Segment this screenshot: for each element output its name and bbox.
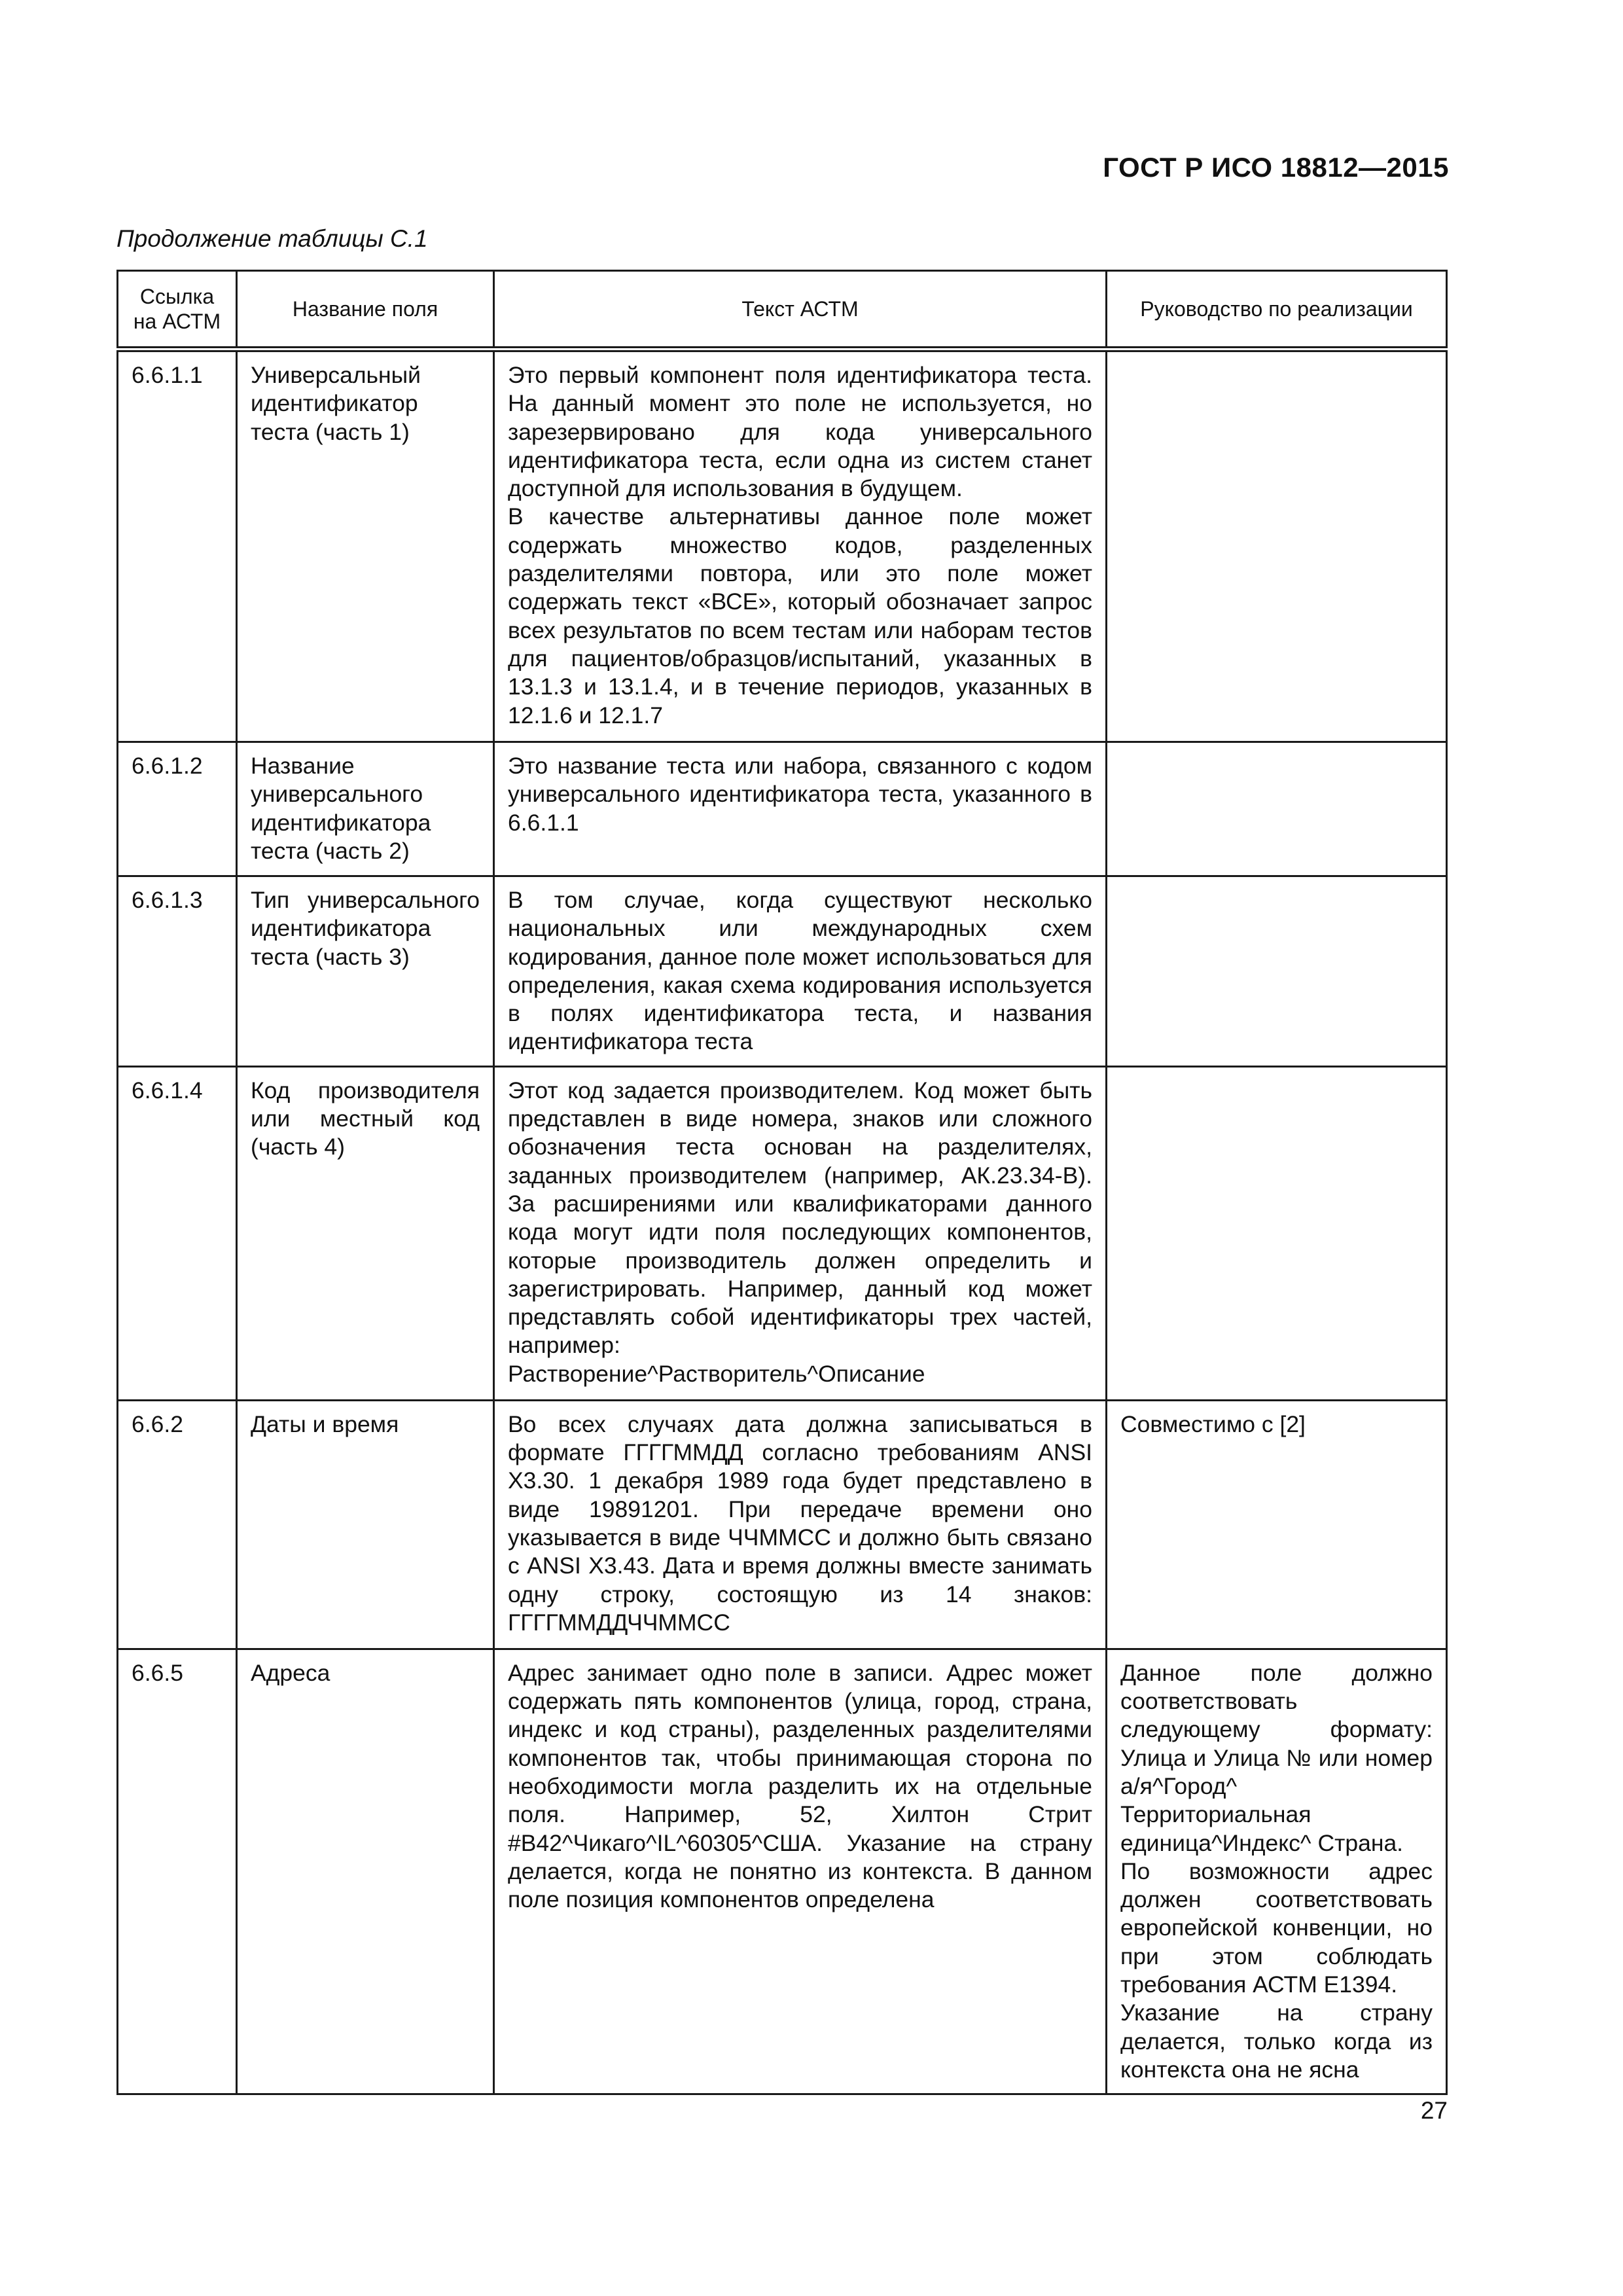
cell-guide bbox=[1107, 350, 1447, 742]
cell-ref: 6.6.2 bbox=[118, 1400, 237, 1649]
cell-text bbox=[494, 1066, 1107, 1400]
cell-name: Тип универсального идентификатора теста (часть 3) bbox=[237, 876, 494, 1067]
text-paragraph: Во всех случаях дата должна записываться в формате ГГГГММДД согласно требованиям ANSI X3.30. 1 декабря 1989 года будет представлено в виде 19891201. При передаче времени оно указывается в виде ЧЧММСС и должно быть связано с ANSI X3.43. Дата и время должны вместе занимать одну строку, состоящую из 14 знаков: ГГГГММДДЧЧММСС bbox=[508, 1410, 1092, 1636]
cell-name: Код производителя или местный код (часть 4) bbox=[237, 1066, 494, 1400]
cell-name: Даты и время bbox=[237, 1400, 494, 1649]
cell-guide bbox=[1107, 1400, 1447, 1649]
column-header-name: Название поля bbox=[237, 271, 494, 350]
text-paragraph: Этот код задается производителем. Код может быть представлен в виде номера, знаков или сложного обозначения теста основан на разделителях, заданных производителем (например, АК.23.34-В). За расширениями или квалификаторами данного кода могут идти поля последующих компонентов, которые производитель должен определить и зарегистрировать. Например, данный код может представлять собой идентификаторы трех частей, например: bbox=[508, 1077, 1092, 1359]
table-row bbox=[118, 876, 1447, 1067]
table-continuation-caption: Продолжение таблицы С.1 bbox=[116, 225, 428, 252]
cell-name: Название универсального идентификатора теста (часть 2) bbox=[237, 742, 494, 876]
guide-paragraph: Указание на страну делается, только когда из контекста она не ясна bbox=[1120, 2000, 1433, 2083]
text-paragraph: В том случае, когда существуют несколько национальных или международных схем кодирования, данное поле может использоваться для определения, какая схема кодирования используется в полях идентификатора теста, и названия идентификатора теста bbox=[508, 887, 1092, 1055]
guide-paragraph: Совместимо с [2] bbox=[1120, 1410, 1306, 1437]
guide-paragraph: По возможности адрес должен соответствовать европейской конвенции, но при этом соблюдать требования АСТМ Е1394. bbox=[1120, 1857, 1433, 1998]
guide-paragraph: Данное поле должно соответствовать следующему формату: Улица и Улица № или номер а/я^Город^ Территориальная единица^Индекс^ Страна. bbox=[1120, 1659, 1433, 1856]
cell-ref: 6.6.1.3 bbox=[118, 876, 237, 1067]
cell-ref: 6.6.1.1 bbox=[118, 350, 237, 742]
table-row bbox=[118, 742, 1447, 876]
cell-guide bbox=[1107, 876, 1447, 1067]
text-paragraph: Это название теста или набора, связанного с кодом универсального идентификатора теста, указанного в 6.6.1.1 bbox=[508, 753, 1092, 836]
text-paragraph: Адрес занимает одно поле в записи. Адрес может содержать пять компонентов (улица, город, страна, индекс и код страны), разделенных разделителями компонентов так, чтобы принимающая сторона по необходимости могла разделить их на отдельные поля. Например, 52, Хилтон Стрит #B42^Чикаго^IL^60305^США. Указание на страну делается, когда не понятно из контекста. В данном поле позиция компонентов определена bbox=[508, 1659, 1092, 1913]
table-header-row bbox=[118, 271, 1447, 350]
standard-header: ГОСТ Р ИСО 18812—2015 bbox=[1103, 152, 1449, 183]
cell-ref: 6.6.1.4 bbox=[118, 1066, 237, 1400]
cell-ref: 6.6.1.2 bbox=[118, 742, 237, 876]
text-paragraph: Это первый компонент поля идентификатора теста. На данный момент это поле не используется, но зарезервировано для кода универсального идентификатора теста, если одна из систем станет доступной для использования в будущем. bbox=[508, 362, 1092, 502]
column-header-guide: Руководство по реализации bbox=[1107, 271, 1447, 350]
text-paragraph: В качестве альтернативы данное поле может содержать множество кодов, разделенных разделителями повтора, или это поле может содержать текст «ВСЕ», который обозначает запрос всех результатов по всем тестам или наборам тестов для пациентов/образцов/испытаний, указанных в 13.1.3 и 13.1.4, и в течение периодов, указанных в 12.1.6 и 12.1.7 bbox=[508, 503, 1092, 728]
astm-mapping-table bbox=[116, 270, 1448, 2095]
table-row bbox=[118, 1649, 1447, 2094]
table-row bbox=[118, 350, 1447, 742]
cell-guide bbox=[1107, 1066, 1447, 1400]
cell-text bbox=[494, 742, 1107, 876]
cell-guide bbox=[1107, 742, 1447, 876]
table-row bbox=[118, 1066, 1447, 1400]
cell-text bbox=[494, 876, 1107, 1067]
cell-guide bbox=[1107, 1649, 1447, 2094]
cell-text bbox=[494, 1649, 1107, 2094]
cell-name: Универсальный идентификатор теста (часть 1) bbox=[237, 350, 494, 742]
cell-name: Адреса bbox=[237, 1649, 494, 2094]
cell-ref: 6.6.5 bbox=[118, 1649, 237, 2094]
column-header-text: Текст АСТМ bbox=[494, 271, 1107, 350]
column-header-ref: Ссылка на АСТМ bbox=[118, 271, 237, 350]
text-paragraph: Растворение^Растворитель^Описание bbox=[508, 1360, 925, 1387]
table-row bbox=[118, 1400, 1447, 1649]
cell-text bbox=[494, 1400, 1107, 1649]
cell-text bbox=[494, 350, 1107, 742]
page-number: 27 bbox=[1420, 2097, 1448, 2124]
